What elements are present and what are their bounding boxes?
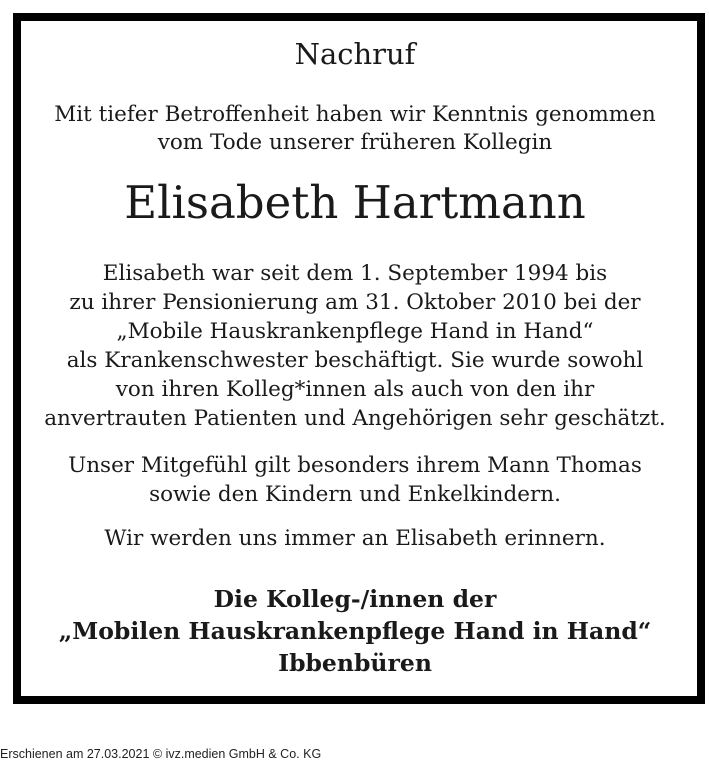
intro-line: vom Tode unserer früheren Kollegin — [157, 130, 553, 155]
deceased-name: Elisabeth Hartmann — [124, 176, 586, 229]
body-line: „Mobile Hauskrankenpflege Hand in Hand“ — [116, 319, 594, 344]
notice-heading: Nachruf — [294, 37, 416, 71]
signature-line: Die Kolleg-/innen der — [213, 585, 497, 613]
condolence-text — [21, 451, 689, 509]
signature-line: Ibbenbüren — [278, 649, 432, 677]
condolence-line: Unser Mitgefühl gilt besonders ihrem Mann Thomas — [68, 453, 642, 478]
publication-footer: Erschienen am 27.03.2021 © ivz.medien GmbH & Co. KG — [0, 747, 322, 761]
body-line: Elisabeth war seit dem 1. September 1994 bis — [102, 261, 608, 286]
body-line: als Krankenschwester beschäftigt. Sie wurde sowohl — [66, 348, 644, 373]
body-line: zu ihrer Pensionierung am 31. Oktober 2010 bei der — [69, 290, 641, 315]
condolence-line: sowie den Kindern und Enkelkindern. — [149, 482, 561, 507]
remember-line: Wir werden uns immer an Elisabeth erinnern. — [104, 526, 606, 551]
remember-text — [21, 524, 689, 553]
signature-line: „Mobilen Hauskrankenpflege Hand in Hand“ — [58, 617, 652, 645]
body-line: anvertrauten Patienten und Angehörigen sehr geschätzt. — [44, 406, 666, 431]
intro-line: Mit tiefer Betroffenheit haben wir Kenntnis genommen — [54, 102, 656, 127]
body-text — [21, 259, 689, 433]
intro-text — [21, 101, 689, 157]
signature-block — [21, 583, 689, 679]
body-line: von ihren Kolleg*innen als auch von den ihr — [115, 377, 595, 402]
